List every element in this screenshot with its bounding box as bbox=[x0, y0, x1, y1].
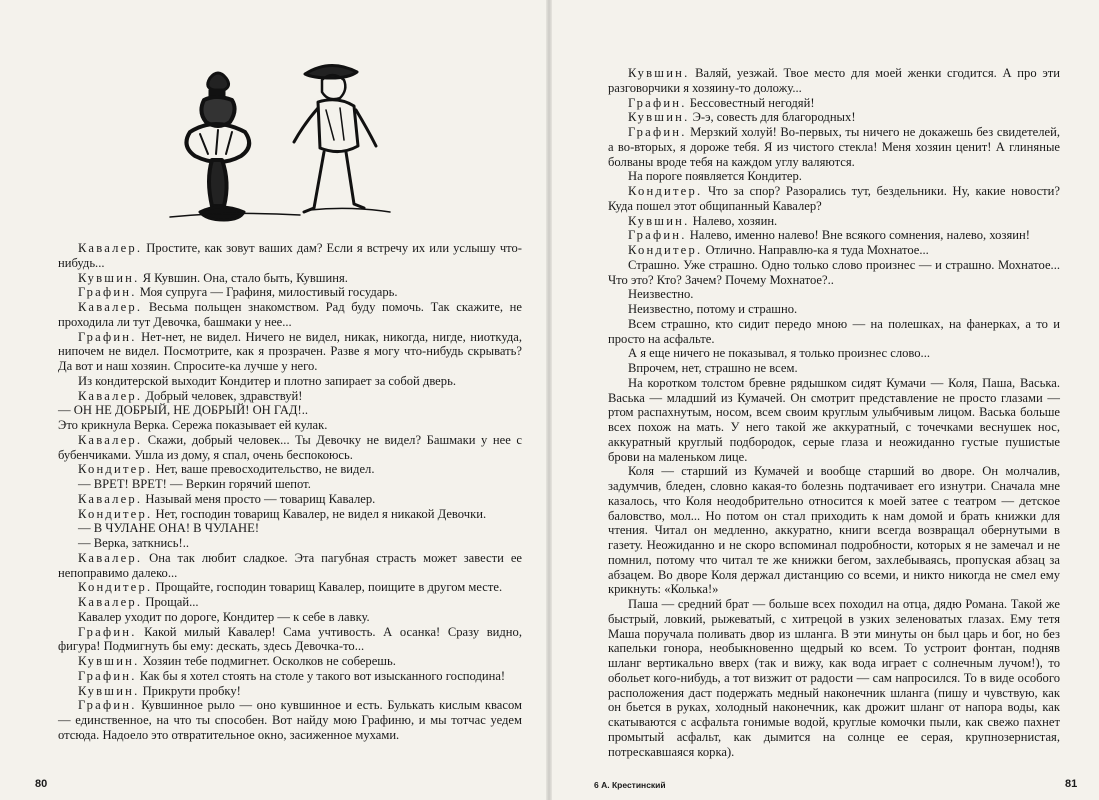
shout-line: — ВРЕТ! ВРЕТ! — Веркин горячий шепот. bbox=[78, 477, 311, 491]
line-text: Валяй, уезжай. Твое место для моей женки сгодится. А про эти разговорчики я хозяину-то доложу... bbox=[608, 66, 1060, 95]
speaker: Графин. bbox=[78, 668, 137, 683]
narration-line: — Верка, заткнись!.. bbox=[78, 536, 190, 550]
line-text: Моя супруга — Графиня, милостивый государь. bbox=[136, 285, 398, 300]
line-text: Бессовестный негодяй! bbox=[686, 95, 815, 110]
narration-line: Впрочем, нет, страшно не всем. bbox=[628, 361, 798, 375]
narration-paragraph: Паша — средний брат — больше всех походил на отца, дядю Романа. Такой же быстрый, ловкий, рыжеватый, с хитрецой в узких зеленоватых глазах. Ему тетя Маша поручала поливать двор из шланга. В эти минуты он был царь и бог, но без капельки гонора, необыкновенно щедрый ко всем. То устроит фонтан, подняв шланг вертикально вверх (так и вижу, как вода играет с солнечным лучом!), то обольет кого-нибудь, а тот визжит от радости — сам напросился. То в виде особого расположения даст подержать медный наконечник шланга (пишу и чувствую, как он бьется в руках, холодный наконечник, как дрожит шланг от напора воды, как скатываются с асфальта гонимые водой, круглые комочки пыли, как свежо пахнет промытый асфальт, как дымится на солнце ее серая, крупнозернистая, потрескавшаяся корка). bbox=[608, 597, 1060, 759]
speaker: Кувшин. bbox=[78, 654, 140, 668]
line-text: Мерзкий холуй! Во-первых, ты ничего не докажешь без свидетелей, а во-вторых, я дороже тебя. Я из чистого стекла! Меня хозяин ценит! А глиняные болваны вроде тебя на каждом углу валяются. bbox=[608, 125, 1060, 169]
right-page-text bbox=[608, 66, 1060, 759]
speaker: Кавалер. bbox=[78, 300, 143, 314]
speaker: Графин. bbox=[628, 228, 687, 243]
narration-line: Это крикнула Верка. Сережа показывает ей кулак. bbox=[58, 418, 328, 432]
line-text: Прощайте, господин товарищ Кавалер, поищите в другом месте. bbox=[152, 580, 503, 595]
narration-line: Страшно. Уже страшно. Одно только слово произнес — и страшно. Мохнатое... Что это? Кто? Зачем? Почему Мохнатое?.. bbox=[608, 257, 1060, 287]
speaker: Графин. bbox=[628, 125, 687, 139]
narration-paragraph: Коля — старший из Кумачей и вообще старший во дворе. Он молчалив, задумчив, бледен, словно какая-то болезнь подтачивает его изнутри. Сначала мне казалось, что Коля неодобрительно относится к моей затее с театром — детское баловство, мол... Но потом он стал приходить к нам домой и брать книжки для чтения. Читал он медленно, аккуратно, книги всегда возвращал обернутыми в газету. Неожиданно и не скоро вспоминал подробности, которых я не замечал и не помнил, потому что читал те же книжки бегом, захлебываясь, пропуская абзац за абзацем. Во дворе Коля держал дистанцию со всеми, и никто никогда не смел ему крикнуть: «Колька!» bbox=[608, 464, 1060, 597]
speaker: Кавалер. bbox=[78, 550, 143, 565]
line-text: Налево, хозяин. bbox=[689, 213, 778, 228]
speaker: Кавалер. bbox=[78, 491, 143, 506]
stage-direction: Кавалер уходит по дороге, Кондитер — к себе в лавку. bbox=[78, 609, 370, 624]
narration-line: Неизвестно, потому и страшно. bbox=[628, 302, 798, 316]
speaker: Кавалер. bbox=[78, 432, 143, 447]
line-text: Кувшинное рыло — оно кувшинное и есть. Булькать кислым квасом — единственное, на что ты способен. Вот найду мою Графиню, и мы тотчас уедем отсюда. Надоело это отвратительное окно, засиженное мухами. bbox=[58, 698, 522, 742]
speaker: Кавалер. bbox=[78, 388, 143, 403]
line-text: Какой милый Кавалер! Сама учтивость. А осанка! Сразу видно, фигура! Подмигнуть бы ему: дескать, здесь Девочка-то... bbox=[58, 624, 522, 654]
line-text: Она так любит сладкое. Эта пагубная страсть может завести ее непоправимо далеко... bbox=[58, 550, 522, 580]
page-number-left: 80 bbox=[35, 778, 48, 790]
line-text: Простите, как зовут ваших дам? Если я встречу их или услышу что-нибудь... bbox=[58, 241, 522, 270]
stage-direction: На пороге появляется Кондитер. bbox=[628, 169, 802, 184]
page-number-right: 81 bbox=[1065, 778, 1078, 790]
speaker: Кондитер. bbox=[628, 184, 703, 198]
stage-direction: Из кондитерской выходит Кондитер и плотно запирает за собой дверь. bbox=[78, 373, 456, 388]
line-text: Нет, ваше превосходительство, не видел. bbox=[152, 462, 375, 477]
speaker: Кувшин. bbox=[628, 110, 690, 125]
line-text: Добрый человек, здравствуй! bbox=[142, 388, 303, 403]
narration-line: Неизвестно. bbox=[628, 287, 694, 302]
speaker: Кондитер. bbox=[628, 243, 703, 257]
speaker: Графин. bbox=[78, 329, 137, 344]
line-text: Весьма польщен знакомством. Рад буду помочь. Так скажите, не проходила ли тут Девочка, башмаки у нее... bbox=[58, 300, 522, 329]
speaker: Кондитер. bbox=[78, 462, 153, 477]
speaker: Графин. bbox=[78, 285, 137, 300]
line-text: Что за спор? Разорались тут, бездельники. Ну, какие новости? Куда пошел этот общипанный Кавалер? bbox=[608, 184, 1060, 213]
ink-sketch-illustration bbox=[160, 60, 420, 235]
speaker: Кувшин. bbox=[78, 683, 140, 698]
left-page bbox=[0, 0, 549, 800]
speaker: Кондитер. bbox=[78, 580, 153, 595]
line-text: Называй меня просто — товарищ Кавалер. bbox=[142, 491, 376, 506]
line-text: Нет, господин товарищ Кавалер, не видел я никакой Девочки. bbox=[152, 506, 487, 521]
speaker: Кавалер. bbox=[78, 241, 143, 255]
narration-line: Всем страшно, кто сидит передо мною — на полешках, на фанерках, а то и просто на асфальте. bbox=[608, 316, 1060, 346]
left-page-text bbox=[58, 241, 522, 743]
speaker: Кавалер. bbox=[78, 595, 143, 609]
shout-line: — ОН НЕ ДОБРЫЙ, НЕ ДОБРЫЙ! ОН ГАД!.. bbox=[58, 403, 309, 418]
printer-signature: 6 А. Крестинский bbox=[594, 780, 666, 790]
speaker: Кувшин. bbox=[628, 66, 690, 80]
shout-line: — В ЧУЛАНЕ ОНА! В ЧУЛАНЕ! bbox=[78, 521, 260, 536]
line-text: Э-э, совесть для благородных! bbox=[689, 110, 856, 125]
line-text: Как бы я хотел стоять на столе у такого вот изысканного господина! bbox=[136, 668, 506, 683]
speaker: Графин. bbox=[78, 624, 137, 639]
right-page bbox=[550, 0, 1099, 800]
line-text: Я Кувшин. Она, стало быть, Кувшиня. bbox=[139, 270, 348, 285]
line-text: Скажи, добрый человек... Ты Девочку не видел? Башмаки у нее с бубенчиками. Ушла из дому, я спал, очень беспокоюсь. bbox=[58, 432, 522, 462]
narration-paragraph: На коротком толстом бревне рядышком сидят Кумачи — Коля, Паша, Васька. Васька — младший из Кумачей. Он смотрит представление не просто глазами — ртом распахнутым, носом, всем своим круглым улыбчивым лицом. Васька больше всех похож на мать. У него такой же аккуратный, с точечками веснушек нос, аккуратный круглый подбородок, серые глаза и неожиданно густые пушистые брови на маленьком лице. bbox=[608, 375, 1060, 464]
speaker: Графин. bbox=[628, 95, 687, 110]
line-text: Прикрути пробку! bbox=[139, 683, 241, 698]
line-text: Прощай... bbox=[142, 595, 199, 609]
narration-line: А я еще ничего не показывал, я только произнес слово... bbox=[628, 346, 931, 361]
speaker: Кувшин. bbox=[78, 270, 140, 285]
line-text: Отлично. Направлю-ка я туда Мохнатое... bbox=[702, 243, 929, 257]
speaker: Графин. bbox=[78, 698, 137, 713]
line-text: Налево, именно налево! Вне всякого сомнения, налево, хозяин! bbox=[686, 228, 1030, 243]
speaker: Кондитер. bbox=[78, 506, 153, 521]
line-text: Нет-нет, не видел. Ничего не видел, никак, никогда, нигде, ниоткуда, нипочем не видел. Посмотрите, как я прозрачен. Разве я могу что-нибудь скрывать? Да вот и наш хозяин. Спросите-ка лучше у него. bbox=[58, 329, 522, 373]
speaker: Кувшин. bbox=[628, 213, 690, 228]
line-text: Хозяин тебе подмигнет. Осколков не соберешь. bbox=[139, 654, 396, 668]
